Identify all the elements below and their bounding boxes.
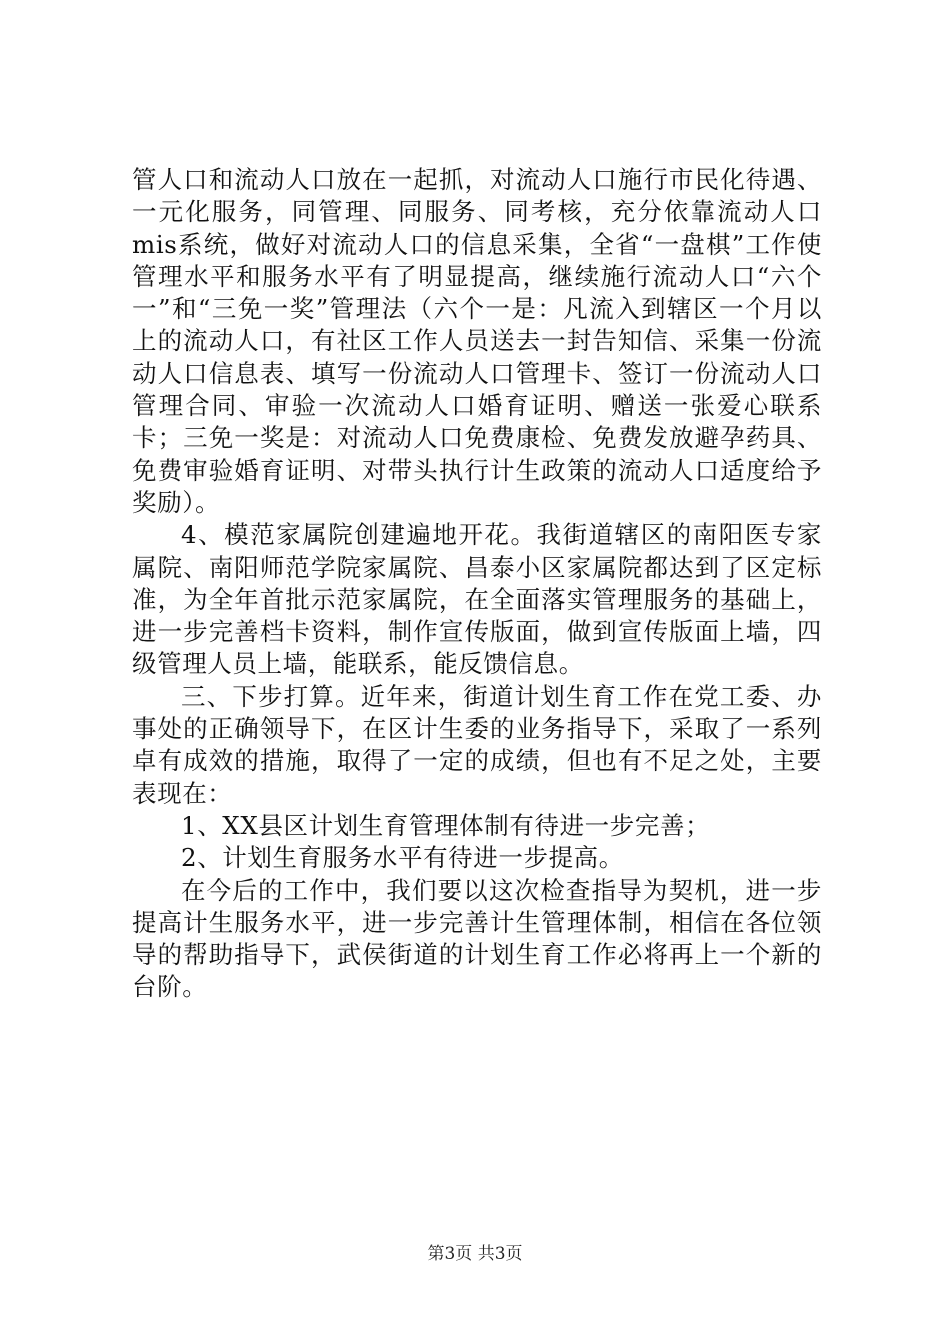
document-body: [132, 164, 822, 1004]
paragraph-model-compound: 4、模范家属院创建遍地开花。我街道辖区的南阳医专家属院、南阳师范学院家属院、昌泰小区家属院都达到了区定标准，为全年首批示范家属院，在全面落实管理服务的基础上，进一步完善档卡资料，制作宣传版面，做到宣传版面上墙，四级管理人员上墙，能联系，能反馈信息。: [132, 520, 822, 679]
paragraph-issue-1: 1、XX县区计划生育管理体制有待进一步完善；: [181, 810, 711, 840]
paragraph-conclusion: 在今后的工作中，我们要以这次检查指导为契机，进一步提高计生服务水平，进一步完善计生管理体制，相信在各位领导的帮助指导下，武侯街道的计划生育工作必将再上一个新的台阶。: [132, 875, 822, 1002]
page-footer: [0, 1244, 950, 1264]
paragraph-continuation: 管人口和流动人口放在一起抓，对流动人口施行市民化待遇、一元化服务，同管理、同服务、同考核，充分依靠流动人口mis系统，做好对流动人口的信息采集，全省“一盘棋”工作使管理水平和服务水平有了明显提高，继续施行流动人口“六个一”和“三免一奖”管理法（六个一是：凡流入到辖区一个月以上的流动人口，有社区工作人员送去一封告知信、采集一份流动人口信息表、填写一份流动人口管理卡、签订一份流动人口管理合同、审验一次流动人口婚育证明、赠送一张爱心联系卡；三免一奖是：对流动人口免费康检、免费发放避孕药具、免费审验婚育证明、对带头执行计生政策的流动人口适度给予奖励）。: [132, 165, 822, 517]
page-number-label: 第3页 共3页: [427, 1244, 523, 1264]
paragraph-next-steps: 三、下步打算。近年来，街道计划生育工作在党工委、办事处的正确领导下，在区计生委的业务指导下，采取了一系列卓有成效的措施，取得了一定的成绩，但也有不足之处，主要表现在：: [132, 681, 822, 808]
paragraph-issue-2: 2、计划生育服务水平有待进一步提高。: [181, 843, 624, 873]
